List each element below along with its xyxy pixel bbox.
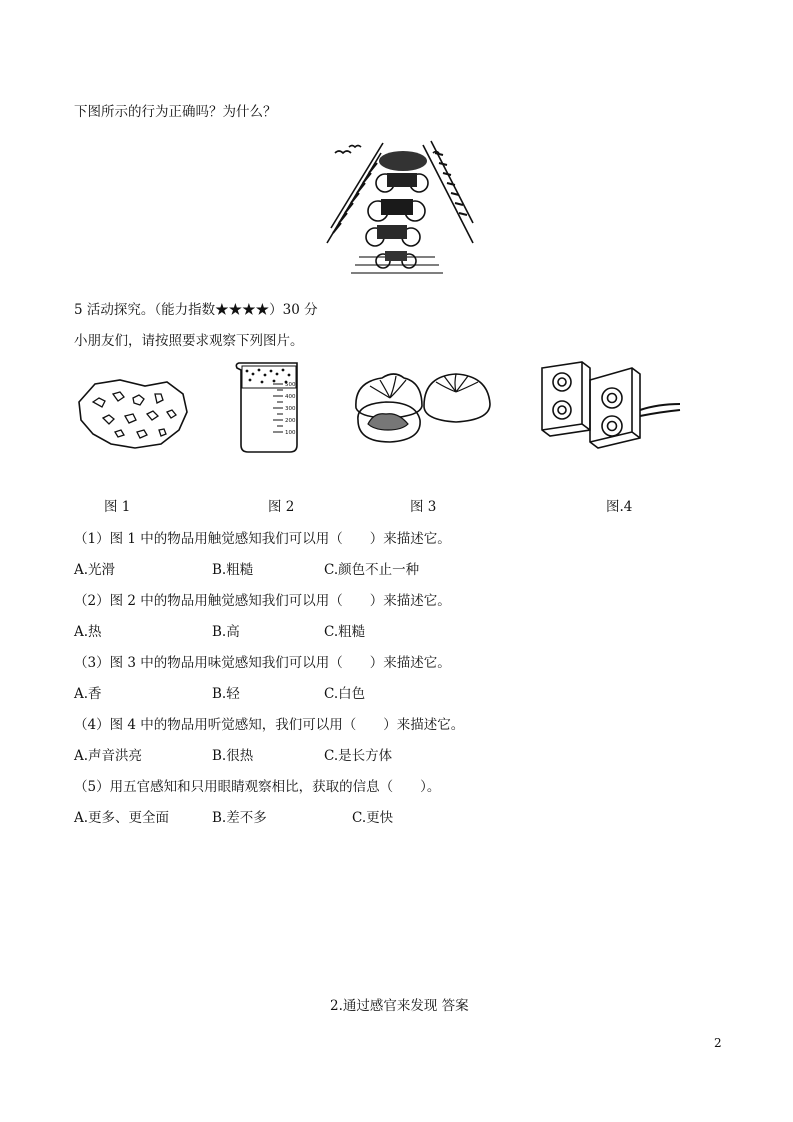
beaker-tick-400: 400 xyxy=(285,394,296,400)
beaker-tick-200: 200 xyxy=(285,418,296,424)
question-4-option-c: C.是长方体 xyxy=(324,748,393,764)
crowded-bridge-illustration xyxy=(323,133,473,283)
question-5-option-b: B.差不多 xyxy=(212,810,267,826)
rock-image xyxy=(75,372,190,452)
question-3-option-c: C.白色 xyxy=(324,686,366,702)
answer-heading: 2.通过感官来发现 答案 xyxy=(330,998,469,1014)
speakers-image xyxy=(540,360,682,450)
question-1-option-b: B.粗糙 xyxy=(212,562,254,578)
section-instruction: 小朋友们，请按照要求观察下列图片。 xyxy=(74,333,304,349)
question-2-option-a: A.热 xyxy=(74,624,102,640)
question-1-option-c: C.颜色不止一种 xyxy=(324,562,420,578)
beaker-tick-300: 300 xyxy=(285,406,296,412)
question-4-option-a: A.声音洪亮 xyxy=(74,748,143,764)
question-4-option-b: B.很热 xyxy=(212,748,254,764)
figure-3-caption: 图 3 xyxy=(410,499,437,515)
question-3-option-b: B.轻 xyxy=(212,686,240,702)
intro-question: 下图所示的行为正确吗？为什么？ xyxy=(74,104,277,120)
figure-2-caption: 图 2 xyxy=(268,499,295,515)
question-1-stem: （1）图 1 中的物品用触觉感知我们可以用（ ）来描述它。 xyxy=(74,531,451,547)
question-4-stem: （4）图 4 中的物品用听觉感知，我们可以用（ ）来描述它。 xyxy=(74,717,465,733)
question-2-option-b: B.高 xyxy=(212,624,240,640)
section-title: 5 活动探究。（能力指数★★★★）30 分 xyxy=(74,302,318,318)
beaker-tick-500: 500 xyxy=(285,382,296,388)
question-5-option-a: A.更多、更全面 xyxy=(74,810,170,826)
figure-4-caption: 图.4 xyxy=(606,499,633,515)
figure-1-caption: 图 1 xyxy=(104,499,131,515)
beaker-image xyxy=(233,360,303,455)
question-5-option-c: C.更快 xyxy=(352,810,394,826)
question-1-option-a: A.光滑 xyxy=(74,562,116,578)
question-3-option-a: A.香 xyxy=(74,686,102,702)
page-number: 2 xyxy=(714,1036,722,1050)
question-3-stem: （3）图 3 中的物品用味觉感知我们可以用（ ）来描述它。 xyxy=(74,655,451,671)
steamed-buns-image xyxy=(350,368,492,448)
question-2-stem: （2）图 2 中的物品用触觉感知我们可以用（ ）来描述它。 xyxy=(74,593,451,609)
beaker-tick-100: 100 xyxy=(285,430,296,436)
question-2-option-c: C.粗糙 xyxy=(324,624,366,640)
question-5-stem: （5）用五官感知和只用眼睛观察相比，获取的信息（ ）。 xyxy=(74,779,441,795)
